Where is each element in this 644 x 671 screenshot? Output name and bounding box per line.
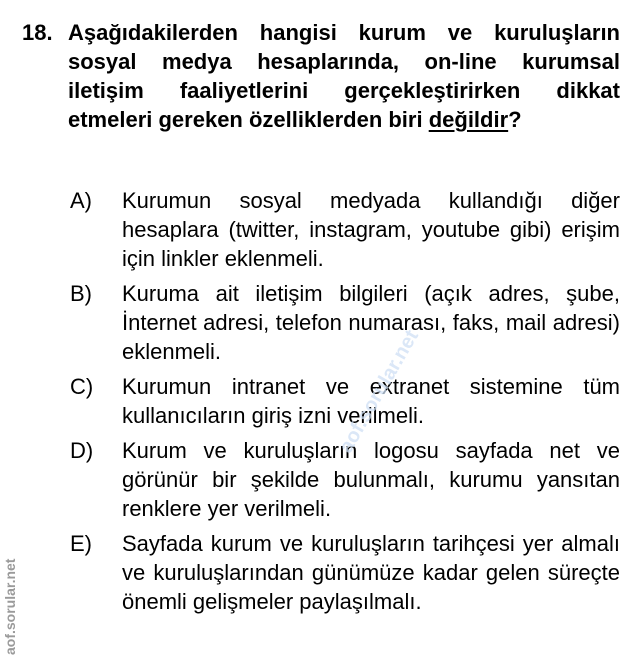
question-text-main: Aşağıdakilerden hangisi kurum ve kuruluşların sosyal medya hesaplarında, on-line kurumsal iletişim faaliyetlerini gerçekleştirirken dikkat etmeleri gereken özelliklerden biri [68,20,620,132]
question-block [22,18,622,134]
answer-options [70,186,622,622]
option-text: Kurumun sosyal medyada kullandığı diğer hesaplara (twitter, instagram, youtube gibi) erişim için linkler eklenmeli. [122,188,620,271]
option-text: Kuruma ait iletişim bilgileri (açık adres, şube, İnternet adresi, telefon numarası, faks, mail adresi) eklenmeli. [122,281,620,364]
option-text: Sayfada kurum ve kuruluşların tarihçesi yer almalı ve kuruluşlarından günümüze kadar gelen süreçte önemli gelişmeler paylaşılmalı. [122,531,620,614]
question-emphasis: değildir [428,107,509,132]
question-number: 18. [22,20,53,45]
option-letter: D) [70,438,94,463]
diagonal-watermark: aof.sorular.net [335,326,423,457]
option-letter: E) [70,531,92,556]
option-a[interactable] [70,186,622,273]
option-e[interactable] [70,529,622,616]
option-letter: A) [70,188,92,213]
option-d[interactable] [70,436,622,523]
option-letter: C) [70,374,94,399]
question-mark: ? [508,107,522,132]
side-watermark: aof.sorular.net [2,558,18,655]
option-b[interactable] [70,279,622,366]
option-c[interactable] [70,372,622,430]
option-text: Kurum ve kuruluşların logosu sayfada net ve görünür bir şekilde bulunmalı, kurumu yansıtan renklere yer verilmeli. [122,438,620,521]
option-text: Kurumun intranet ve extranet sistemine tüm kullanıcıların giriş izni verilmeli. [122,374,620,428]
question-text [68,18,620,134]
option-letter: B) [70,281,92,306]
